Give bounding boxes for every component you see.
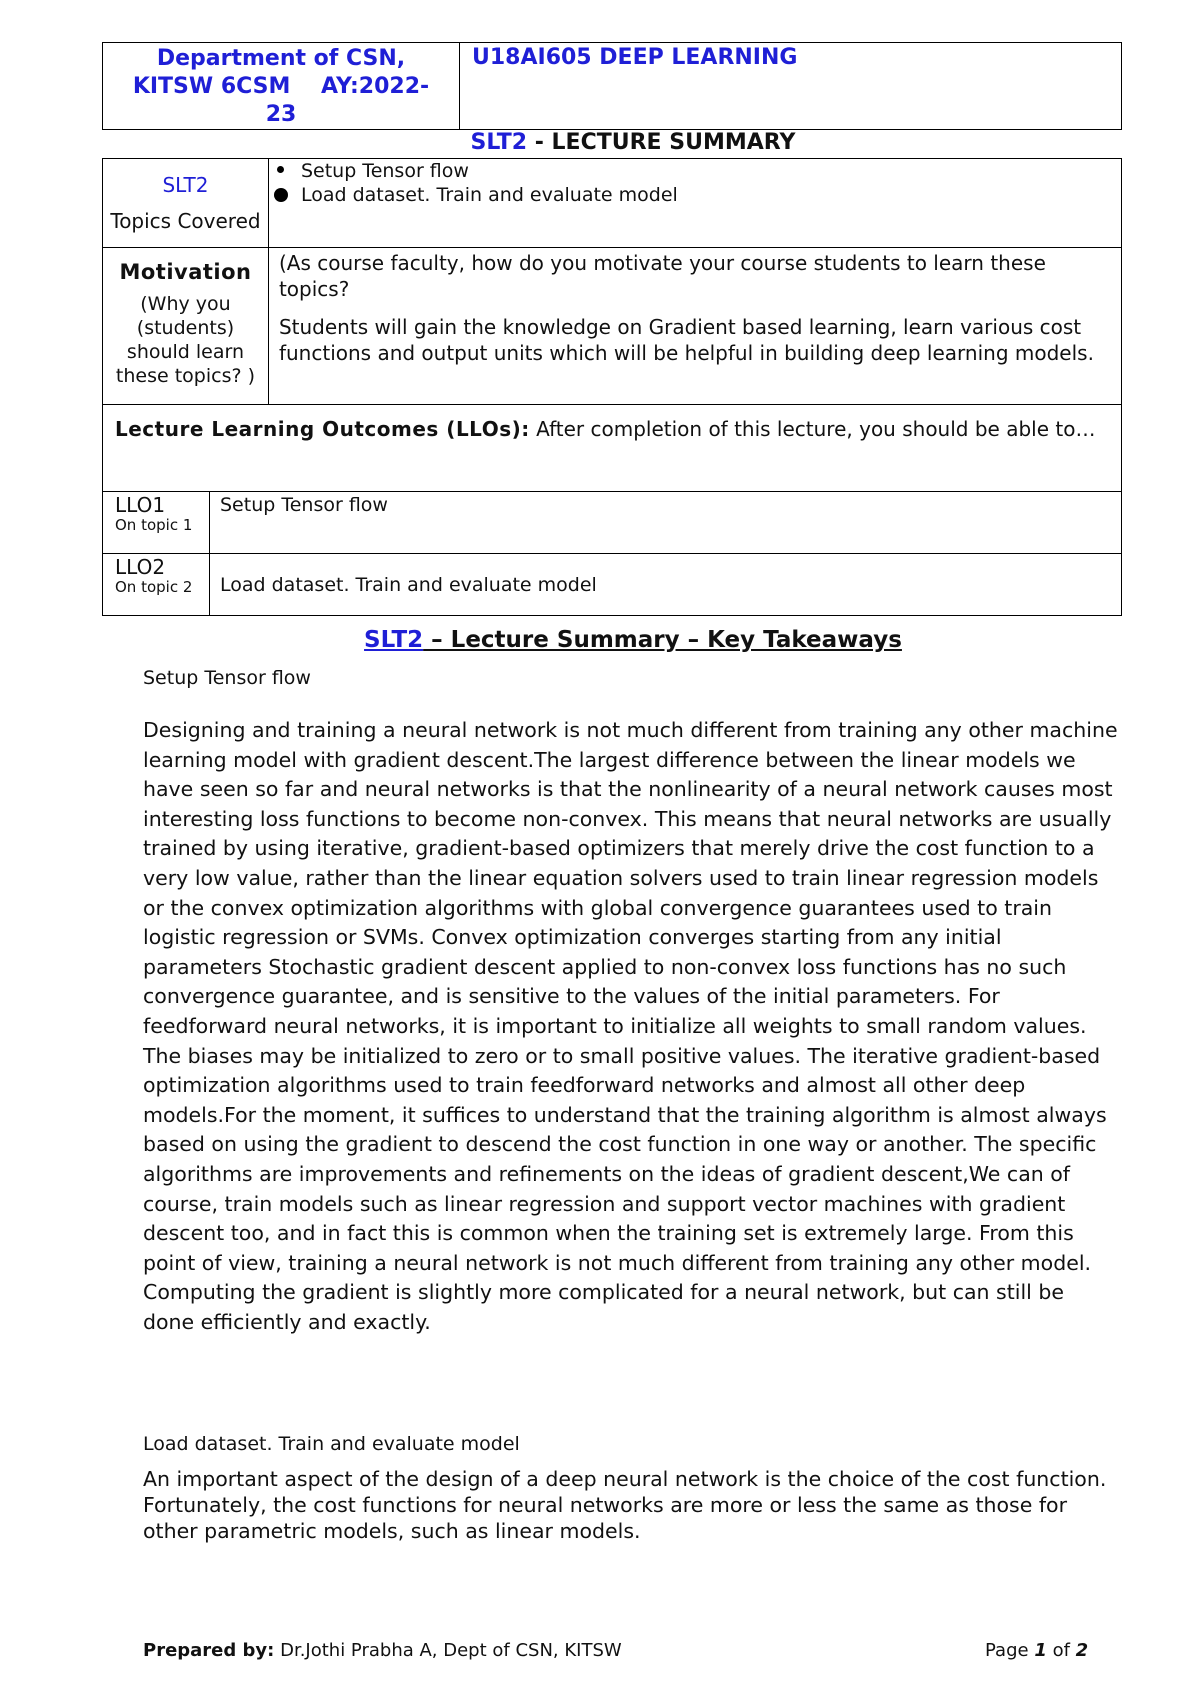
- llo-id-cell: [103, 554, 210, 616]
- motivation-title: Motivation: [119, 260, 252, 284]
- topics-slt: SLT2: [162, 173, 209, 197]
- llo-topic: On topic 2: [115, 578, 193, 596]
- llo-heading: Lecture Learning Outcomes (LLOs):: [115, 417, 530, 441]
- section-2-title: Load dataset. Train and evaluate model: [143, 1433, 520, 1455]
- llo-topic: On topic 1: [115, 516, 193, 534]
- course-title: U18AI605 DEEP LEARNING: [472, 45, 798, 70]
- page-total: 2: [1075, 1640, 1089, 1661]
- section-1-title: Setup Tensor flow: [143, 667, 311, 689]
- section-2-text: An important aspect of the design of a deep neural network is the choice of the cost function. Fortunately, the cost functions for neural networks are more or less the same as those for other parametric models, such as linear models.: [143, 1467, 1107, 1543]
- motivation-text-cell: [268, 248, 1121, 405]
- page-label: Page: [985, 1640, 1035, 1661]
- prepared-by-name: Dr.Jothi Prabha A, Dept of CSN, KITSW: [274, 1640, 622, 1661]
- header-table: [102, 42, 1122, 130]
- page-current: 1: [1034, 1640, 1047, 1661]
- department-line-2: KITSW 6CSM AY:2022-: [132, 74, 430, 99]
- llo-id: LLO1: [115, 493, 166, 517]
- course-cell: [460, 43, 1122, 130]
- llo-text-cell: [210, 554, 1122, 616]
- bullet-icon: [277, 166, 284, 173]
- key-takeaways-title: [0, 626, 1200, 654]
- topics-list-cell: [268, 159, 1121, 248]
- llo-heading-cell: [103, 405, 1122, 492]
- motivation-question: (As course faculty, how do you motivate your course students to learn these topics?: [278, 251, 1046, 301]
- bullet-icon: [274, 188, 288, 202]
- topic-item: Setup Tensor flow: [301, 159, 1121, 183]
- footer-prepared-by: [143, 1640, 622, 1661]
- motivation-subtitle: (Why you (students) should learn these topics? ): [115, 293, 256, 387]
- summary-table: [102, 158, 1122, 616]
- motivation-answer: Students will gain the knowledge on Gradient based learning, learn various cost functions and output units which will be helpful in building deep learning models.: [278, 315, 1094, 365]
- topics-list: [269, 159, 1121, 207]
- lecture-summary-title: [0, 130, 1200, 156]
- page-of: of: [1046, 1640, 1076, 1661]
- department-cell: [103, 43, 460, 130]
- footer-page-number: [985, 1640, 1088, 1661]
- key-takeaways-slt: SLT2: [364, 627, 424, 653]
- llo-row: [103, 554, 1122, 616]
- llo-row: [103, 492, 1122, 554]
- llo-text-cell: [210, 492, 1122, 554]
- lecture-summary-heading: - LECTURE SUMMARY: [527, 130, 796, 155]
- topics-label-cell: [103, 159, 269, 248]
- department-line-1: Department of CSN,: [156, 46, 406, 71]
- llo-id-cell: [103, 492, 210, 554]
- llo-id: LLO2: [115, 555, 166, 579]
- department-line-3: 23: [265, 102, 297, 127]
- key-takeaways-heading: – Lecture Summary – Key Takeaways: [423, 627, 902, 653]
- motivation-label-cell: [103, 248, 269, 405]
- llo-text: Load dataset. Train and evaluate model: [220, 573, 597, 596]
- lecture-summary-slt: SLT2: [470, 130, 528, 155]
- topic-item: Load dataset. Train and evaluate model: [301, 183, 1121, 207]
- topics-covered-label: Topics Covered: [110, 209, 261, 233]
- llo-text: Setup Tensor flow: [220, 494, 388, 516]
- prepared-label: Prepared by:: [143, 1640, 275, 1661]
- section-1-text: Designing and training a neural network is not much different from training any other machine learning model with gradient descent.The largest difference between the linear models we have seen so far and neural networks is that the nonlinearity of a neural network causes most interesting loss functions to become non-convex. This means that neural networks are usually trained by using iterative, gradient-based optimizers that merely drive the cost function to a very low value, rather than the linear equation solvers used to train linear regression models or the convex optimization algorithms with global convergence guarantees used to train logistic regression or SVMs. Convex optimization converges starting from any initial parameters Stochastic gradient descent applied to non-convex loss functions has no such convergence guarantee, and is sensitive to the values of the initial parameters. For feedforward neural networks, it is important to initialize all weights to small random values. The biases may be initialized to zero or to small positive values. The iterative gradient-based optimization algorithms used to train feedforward networks and almost all other deep models.For the moment, it suffices to understand that the training algorithm is almost always based on using the gradient to descend the cost function in one way or another. The specific algorithms are improvements and refinements on the ideas of gradient descent,We can of course, train models such as linear regression and support vector machines with gradient descent too, and in fact this is common when the training set is extremely large. From this point of view, training a neural network is not much different from training any other model. Computing the gradient is slightly more complicated for a neural network, but can still be done efficiently and exactly.: [143, 718, 1118, 1334]
- llo-intro: After completion of this lecture, you should be able to…: [529, 417, 1096, 441]
